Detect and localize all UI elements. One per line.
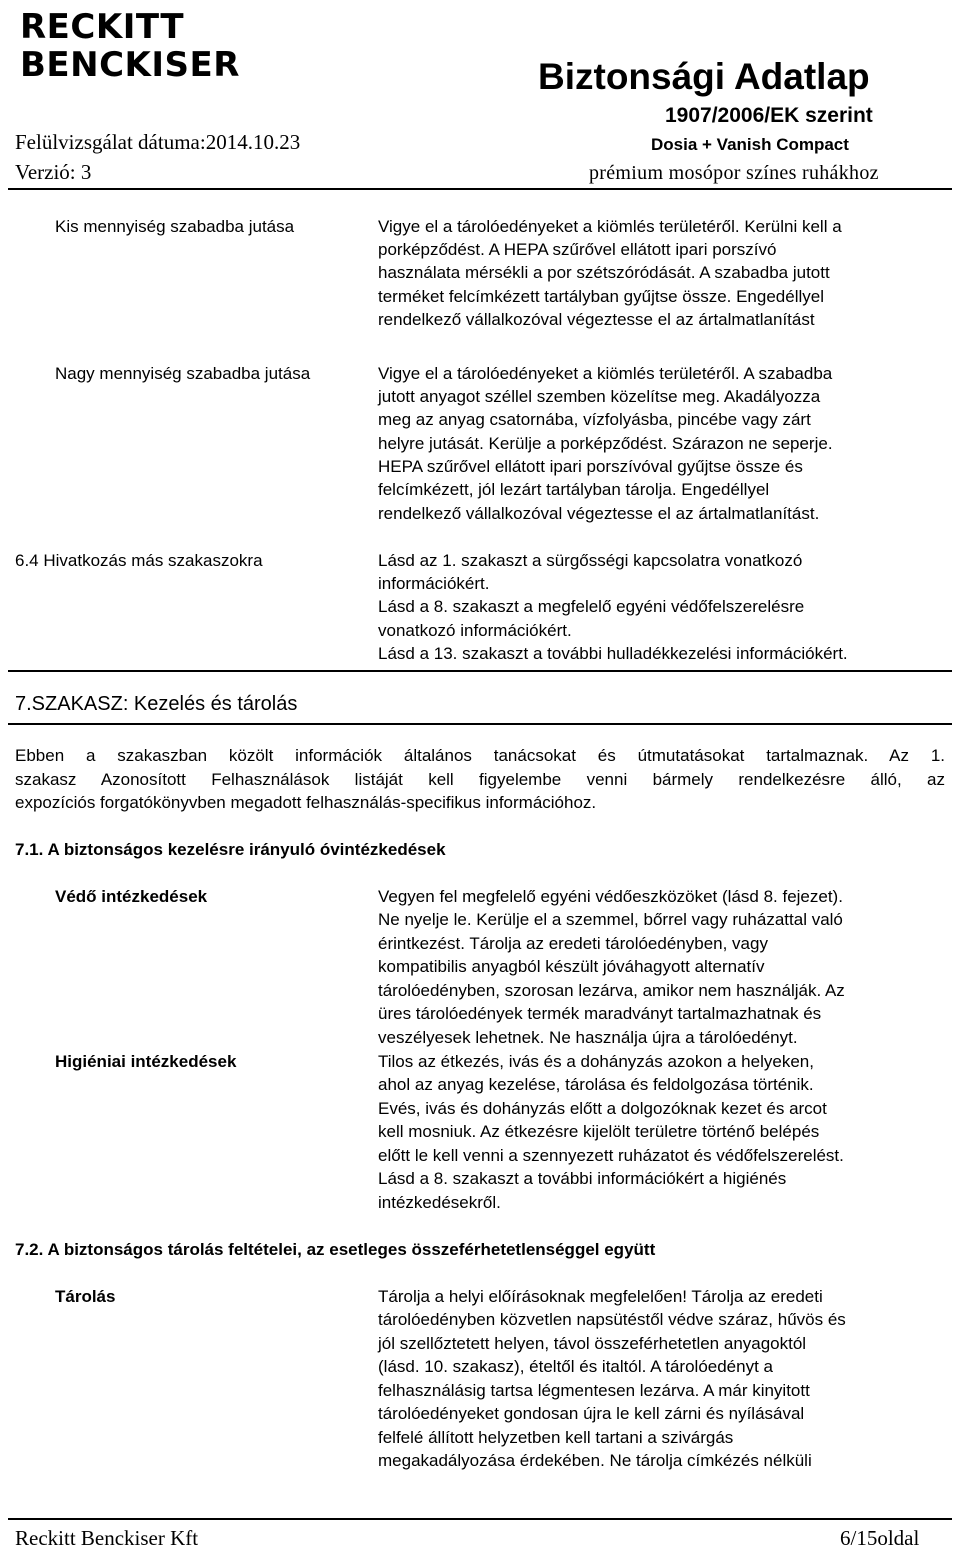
hygiene-measures-label: Higiéniai intézkedések xyxy=(55,1052,237,1071)
product-description: prémium mosópor színes ruhákhoz xyxy=(589,162,879,184)
large-spill-label: Nagy mennyiség szabadba jutása xyxy=(55,364,311,383)
text-line: előtt le kell venni a szennyezett ruházatot és védőfelszerelést. xyxy=(378,1146,844,1165)
text-line: Vigye el a tárolóedényeket a kiömlés területéről. A szabadba xyxy=(378,364,833,383)
text-line: porképződést. A HEPA szűrővel ellátott ipari porszívó xyxy=(378,240,777,259)
text-line: érintkezést. Tárolja az eredeti tárolóedényben, vagy xyxy=(378,934,768,953)
text-line: szakasz Azonosított Felhasználások listáját kell figyelembe venni bármely rendelkezésre álló, az xyxy=(15,770,945,789)
text-line: Evés, ivás és dohányzás előtt a dolgozóknak kezet és arcot xyxy=(378,1099,827,1118)
small-spill-label: Kis mennyiség szabadba jutása xyxy=(55,217,295,236)
text-line: tárolóedényben közvetlen napsütéstől védve száraz, hűvös és xyxy=(378,1310,846,1329)
text-line: meg az anyag csatornába, vízfolyásba, pincébe vagy zárt xyxy=(378,410,811,429)
text-line: Tilos az étkezés, ivás és a dohányzás azokon a helyeken, xyxy=(378,1052,814,1071)
text-line: használata mérsékli a por szétszóródását. A szabadba jutott xyxy=(378,263,830,282)
text-line: tárolóedényben, szorosan lezárva, amikor nem használják. Az xyxy=(378,981,845,1000)
footer-company: Reckitt Benckiser Kft xyxy=(15,1526,199,1550)
logo-line-1: RECKITT xyxy=(20,7,185,47)
text-line: Vigye el a tárolóedényeket a kiömlés területéről. Kerülni kell a xyxy=(378,217,842,236)
section-divider-bottom xyxy=(8,723,952,725)
text-line: expozíciós forgatókönyvben megadott felhasználás-specifikus információhoz. xyxy=(15,793,597,812)
text-line: Vegyen fel megfelelő egyéni védőeszközöket (lásd 8. fejezet). xyxy=(378,887,843,906)
text-line: HEPA szűrővel ellátott ipari porszívóval gyűjtse össze és xyxy=(378,457,803,476)
reference-label: 6.4 Hivatkozás más szakaszokra xyxy=(15,551,263,570)
text-line: rendelkező vállalkozóval végeztesse el az ártalmatlanítást. xyxy=(378,504,820,523)
company-logo xyxy=(20,6,260,86)
text-line: Lásd az 1. szakaszt a sürgősségi kapcsolatra vonatkozó xyxy=(378,551,803,570)
text-line: intézkedésekről. xyxy=(378,1193,501,1212)
text-line: Lásd a 8. szakaszt a további információkért a higiénés xyxy=(378,1169,787,1188)
text-line: helyre jutását. Kerülje a porképződést. Szárazon ne seperje. xyxy=(378,434,833,453)
text-line: vonatkozó információkért. xyxy=(378,621,572,640)
product-name: Dosia + Vanish Compact xyxy=(651,135,849,154)
footer-divider xyxy=(8,1518,952,1520)
review-date: Felülvizsgálat dátuma:2014.10.23 xyxy=(15,130,301,154)
version: Verzió: 3 xyxy=(15,160,92,184)
text-line: ahol az anyag kezelése, tárolása és feldolgozása történik. xyxy=(378,1075,814,1094)
text-line: veszélyesek lehetnek. Ne használja újra a tárolóedényt. xyxy=(378,1028,798,1047)
text-line: üres tárolóedények termék maradványt tartalmazhatnak és xyxy=(378,1004,822,1023)
section7-title: 7.SZAKASZ: Kezelés és tárolás xyxy=(15,693,298,715)
subsection-7-1-title: 7.1. A biztonságos kezelésre irányuló óvintézkedések xyxy=(15,840,446,859)
logo-line-2: BENCKISER xyxy=(20,45,240,85)
header-divider xyxy=(8,188,952,190)
text-line: tárolóedényeket gondosan újra le kell zárni és nyílásával xyxy=(378,1404,805,1423)
text-line: jól szellőztetett helyen, távol összeférhetetlen anyagoktól xyxy=(378,1334,807,1353)
subsection-7-2-title: 7.2. A biztonságos tárolás feltételei, az esetleges összeférhetetlenséggel együtt xyxy=(15,1240,656,1259)
text-line: terméket felcímkézett tartályban gyűjtse össze. Engedéllyel xyxy=(378,287,824,306)
text-line: (lásd. 10. szakasz), ételtől és italtól. A tárolóedényt a xyxy=(378,1357,773,1376)
text-line: kell mosniuk. Az étkezésre kijelölt területre történő belépés xyxy=(378,1122,820,1141)
text-line: felfelé állított helyzetben kell tartani a szivárgás xyxy=(378,1428,734,1447)
regulation: 1907/2006/EK szerint xyxy=(665,104,873,127)
text-line: felhasználásig tartsa légmentesen lezárva. A már kinyitott xyxy=(378,1381,810,1400)
text-line: Ebben a szakaszban közölt információk általános tanácsokat és útmutatásokat tartalmaznak. Az 1. xyxy=(15,746,945,765)
storage-label: Tárolás xyxy=(55,1287,116,1306)
text-line: információkért. xyxy=(378,574,490,593)
text-line: rendelkező vállalkozóval végeztesse el az ártalmatlanítást xyxy=(378,310,815,329)
text-line: Lásd a 13. szakaszt a további hulladékkezelési információkért. xyxy=(378,644,848,663)
text-line: Lásd a 8. szakaszt a megfelelő egyéni védőfelszerelésre xyxy=(378,597,805,616)
text-line: megakadályozása érdekében. Ne tárolja címkézés nélküli xyxy=(378,1451,812,1470)
footer-page-number: 6/15oldal xyxy=(840,1526,920,1550)
section-divider-top xyxy=(8,670,952,672)
protective-measures-label: Védő intézkedések xyxy=(55,887,208,906)
text-line: felcímkézett, jól lezárt tartályban tárolja. Engedéllyel xyxy=(378,480,770,499)
text-line: jutott anyagot széllel szemben közelítse meg. Akadályozza xyxy=(378,387,821,406)
text-line: kompatibilis anyagból készült jóváhagyott alternatív xyxy=(378,957,765,976)
text-line: Ne nyelje le. Kerülje el a szemmel, bőrrel vagy ruházattal való xyxy=(378,910,843,929)
document-title: Biztonsági Adatlap xyxy=(538,56,870,97)
text-line: Tárolja a helyi előírásoknak megfelelően! Tárolja az eredeti xyxy=(378,1287,823,1306)
